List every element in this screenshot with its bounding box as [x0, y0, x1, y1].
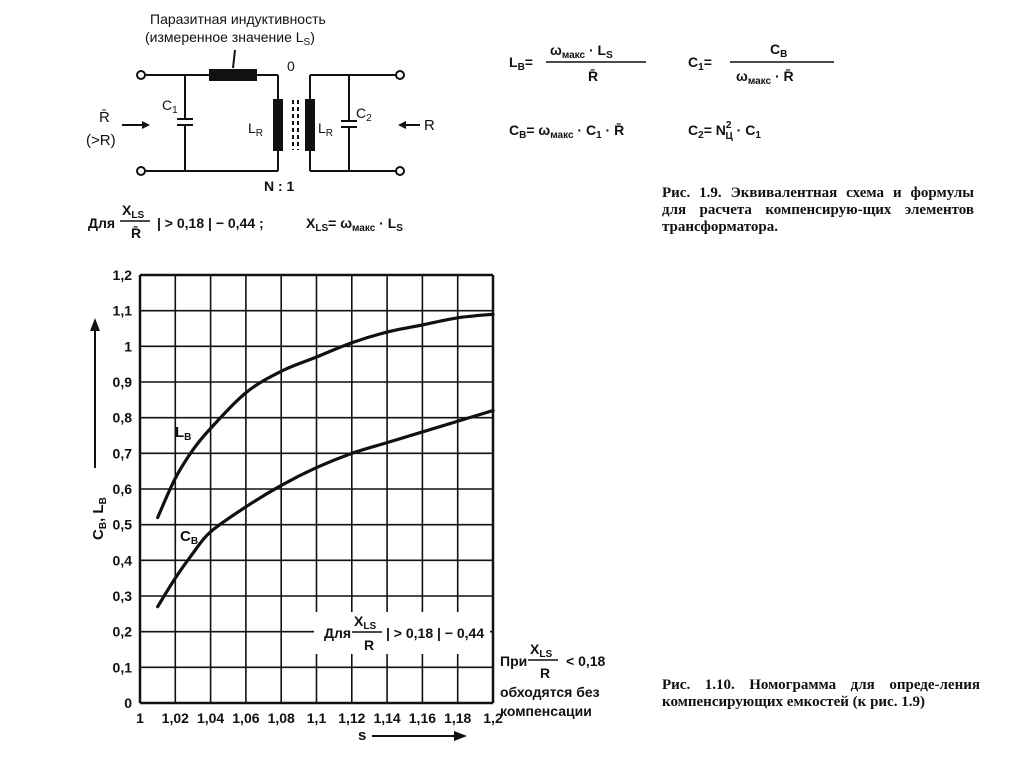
x-tick-label: 1,1 — [306, 710, 327, 726]
ring-label: 0 — [287, 58, 295, 74]
x-tick-label: 1,02 — [161, 710, 189, 726]
note-line2: обходятся без — [500, 684, 600, 700]
x-tick-label: 1,12 — [338, 710, 366, 726]
parasitic-pointer — [233, 50, 235, 68]
y-tick-label: 0,9 — [112, 374, 132, 390]
y-tick-label: 0,7 — [112, 445, 132, 462]
c2-label: $C_2$ — [356, 105, 372, 124]
nomogram-chart — [90, 267, 606, 744]
parasitic-inductor — [210, 70, 256, 80]
y-axis-label: $C_B$, $L_B$ — [90, 497, 109, 540]
lb-formula-lhs: $L_B=$ — [509, 54, 533, 73]
y-tick-label: 1,2 — [112, 267, 132, 283]
output-terminal-top — [396, 71, 404, 79]
note-frac-den: R — [540, 665, 551, 681]
x-tick-label: 1,04 — [196, 710, 225, 726]
secondary-lr-label: $L_R$ — [318, 120, 334, 139]
c2-formula: $C_2= N^2$ $Ц \cdot C_1$ — [688, 120, 761, 142]
secondary-winding — [306, 100, 314, 150]
lb-formula-den: R̄ — [588, 68, 599, 84]
series-label-lb: $L_B$ — [175, 424, 192, 443]
x-tick-label: 1,16 — [408, 710, 437, 726]
cb-formula: $C_B= \omega_{макс} \cdot C_1$ · R̄ — [509, 122, 625, 141]
y-axis-arrow-head — [90, 318, 100, 331]
y-tick-label: 0,3 — [112, 588, 132, 604]
input-terminal-bottom — [137, 167, 145, 175]
note-prefix: При — [500, 653, 528, 669]
r-bar-input-label: R̄ — [99, 109, 110, 126]
y-tick-label: 1,1 — [112, 302, 132, 319]
input-arrow-head — [142, 121, 150, 129]
x-tick-label: 1,08 — [267, 710, 295, 726]
note-line3: компенсации — [500, 703, 592, 719]
annotation-frac-den: R — [364, 637, 375, 653]
output-terminal-bottom — [396, 167, 404, 175]
note-suffix: < 0,18 — [566, 653, 606, 669]
c1-formula-den: $\omega_{макс}$ · R̄ — [736, 68, 794, 87]
annotation-frac-num: $X_{LS}$ — [354, 613, 377, 632]
x-tick-label: 1,2 — [483, 710, 503, 726]
chart-annotation — [314, 612, 490, 654]
input-terminal-top — [137, 71, 145, 79]
primary-lr-label: $L_R$ — [248, 120, 264, 139]
y-tick-label: 0,6 — [112, 481, 132, 497]
x-axis-label: s — [358, 727, 367, 744]
lb-formula-num: $\omega_{макс} \cdot L_S$ — [550, 42, 613, 61]
series-label-cb: $C_B$ — [180, 528, 199, 547]
y-tick-label: 0,5 — [112, 516, 132, 533]
x-tick-label: 1,18 — [444, 710, 472, 726]
parasitic-label-line2: (измеренное значение $L_S$) — [145, 29, 315, 48]
y-tick-labels — [113, 267, 133, 711]
x-tick-label: 1 — [136, 710, 144, 726]
y-tick-label: 0,4 — [112, 552, 132, 569]
r-output-label: R — [424, 117, 435, 134]
condition-frac-num: $X_{LS}$ — [122, 202, 145, 221]
turns-ratio-label: N : 1 — [264, 178, 295, 194]
xls-formula: $X_{LS}= \omega_{макс} \cdot L_S$ — [306, 215, 403, 234]
note-frac-num: $X_{LS}$ — [530, 641, 553, 660]
figure-1-9-caption: Рис. 1.9. Эквивалентная схема и формулы для расчета компенсирую-щих элементов трансформатора. — [662, 185, 974, 235]
y-tick-label: 0,8 — [112, 409, 132, 426]
primary-winding — [274, 100, 282, 150]
series-line-cb — [158, 411, 493, 607]
chart-series — [158, 314, 493, 606]
x-axis-arrow-head — [454, 731, 467, 741]
chart-side-note — [500, 641, 606, 719]
y-tick-label: 0 — [124, 695, 132, 711]
annotation-suffix: | > 0,18 | − 0,44 — [386, 625, 485, 641]
y-tick-label: 0,1 — [112, 659, 132, 676]
condition-frac-den: R̄ — [131, 225, 142, 241]
c1-label: $C_1$ — [162, 97, 178, 116]
c1-formula-num: $C_B$ — [770, 41, 788, 60]
series-line-lb — [158, 314, 493, 517]
y-tick-label: 1 — [124, 338, 132, 355]
figure-1-10-caption: Рис. 1.10. Номограмма для опреде-ления компенсирующих емкостей (к рис. 1.9) — [662, 677, 980, 710]
x-tick-label: 1,06 — [232, 710, 260, 726]
parasitic-label-line1: Паразитная индуктивность — [150, 11, 326, 27]
c1-formula-lhs: $C_1=$ — [688, 54, 712, 73]
output-arrow-head — [398, 121, 406, 129]
condition-suffix: | > 0,18 | − 0,44 ; — [157, 215, 264, 231]
annotation-prefix: Для — [324, 625, 352, 641]
y-tick-label: 0,2 — [112, 623, 132, 640]
r-bar-input-gt-label: (>R) — [86, 132, 116, 149]
x-tick-labels — [136, 710, 503, 726]
x-tick-label: 1,14 — [373, 710, 401, 726]
condition-prefix: Для — [88, 215, 116, 231]
